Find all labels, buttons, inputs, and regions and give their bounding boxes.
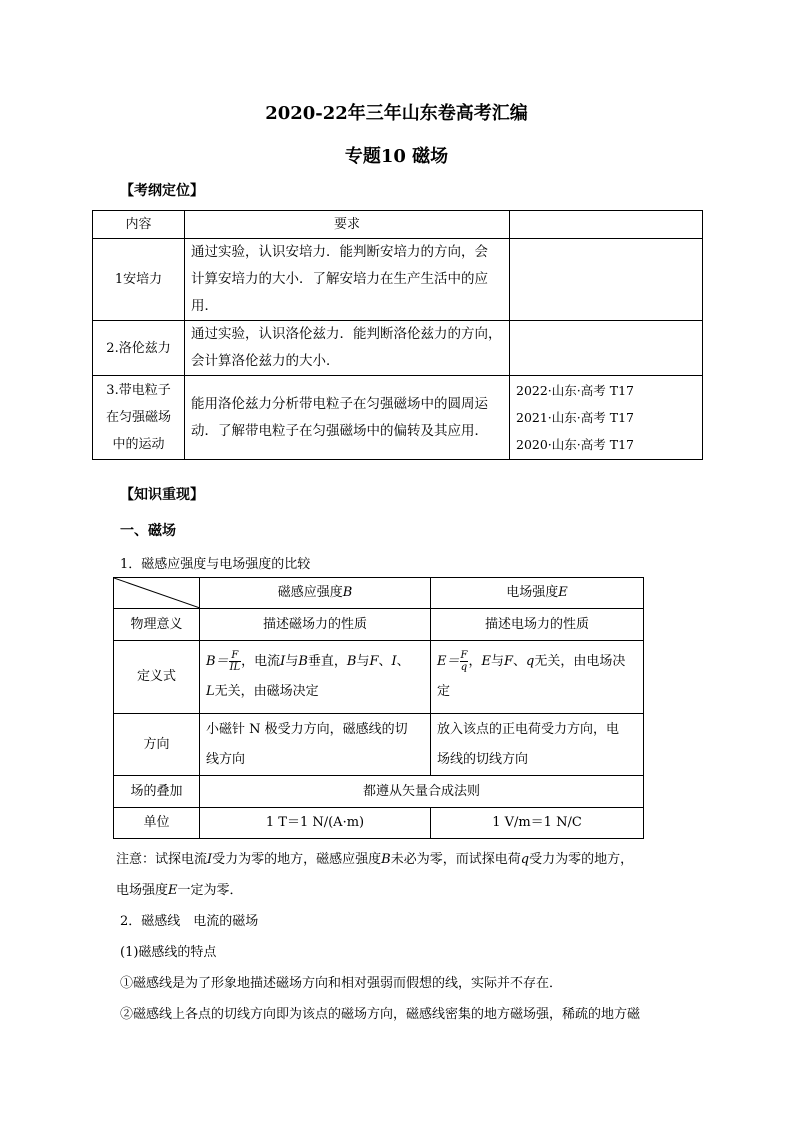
symbol: B [298, 654, 308, 669]
table-row [114, 609, 644, 641]
item-heading: 1．磁感应强度与电场强度的比较 [120, 557, 311, 572]
symbol: I [207, 852, 213, 867]
cell-b-direction [200, 714, 431, 776]
row-label: 方向 [114, 714, 200, 776]
symbol: I [280, 654, 286, 669]
header-b [200, 578, 431, 609]
cell-b-unit: 1 T＝1 N/(A·m) [200, 808, 431, 839]
cell-superposition: 都遵从矢量合成法则 [200, 776, 644, 808]
knowledge-heading: 【知识重现】 [120, 487, 204, 503]
content-line: 中的运动 [112, 437, 165, 452]
symbol: I [391, 654, 397, 669]
table-row [114, 808, 644, 839]
row-content: 2.洛伦兹力 [93, 321, 185, 376]
row-label: 物理意义 [114, 609, 200, 641]
header-content: 内容 [93, 211, 185, 239]
symbol: F [369, 654, 379, 669]
row-label: 场的叠加 [114, 776, 200, 808]
table-row [93, 376, 703, 460]
formula-lhs: E＝ [437, 654, 460, 669]
symbol: q [526, 654, 535, 669]
document-subtitle: 专题10 磁场 [344, 146, 449, 167]
cell-e: 描述电场力的性质 [431, 609, 644, 641]
symbol: q [520, 852, 530, 867]
header-b-label: 磁感应强度 [277, 585, 343, 600]
sub-heading: (1)磁感线的特点 [120, 945, 217, 960]
text: 无关，由电场决 [534, 654, 626, 669]
cell-e-direction [431, 714, 644, 776]
text: 垂直， [307, 654, 347, 669]
header-b-symbol: B [342, 585, 353, 600]
exam-ref: 2022·山东·高考 T17 [516, 383, 634, 398]
text: 未必为零，而试探电荷 [390, 852, 521, 867]
outline-heading: 【考纲定位】 [120, 183, 204, 199]
exam-ref: 2021·山东·高考 T17 [516, 410, 634, 425]
table-row [114, 641, 644, 714]
def-line: 定 [437, 684, 451, 699]
document-title: 2020-22年三年山东卷高考汇编 [265, 103, 528, 124]
outline-table [92, 210, 703, 460]
dir-line: 小磁针 N 极受力方向，磁感线的切 [206, 721, 408, 737]
note-line-2 [116, 879, 243, 898]
text: 注意：试探电流 [116, 852, 208, 867]
denominator: q [460, 662, 468, 673]
exam-ref: 2020·山东·高考 T17 [516, 437, 634, 452]
req-line: 通过实验，认识安培力．能判断安培力的方向，会 [191, 244, 488, 260]
symbol: F [503, 654, 514, 669]
req-line: 计算安培力的大小．了解安培力在生产生活中的应 [191, 271, 488, 287]
symbol: B [381, 852, 391, 867]
text: 受力为零的地方，磁感应强度 [212, 852, 382, 867]
req-line: 会计算洛伦兹力的大小． [191, 353, 340, 369]
note-line-1 [116, 848, 633, 867]
text: 、 [378, 654, 392, 669]
text: 与 [490, 654, 504, 669]
header-e-symbol: E [558, 585, 568, 600]
numerator: F [460, 650, 468, 661]
row-requirement [185, 239, 510, 321]
formula-lhs: B＝ [206, 654, 229, 669]
table-row [114, 578, 644, 609]
item-heading: 2．磁感线 电流的磁场 [120, 914, 259, 929]
row-requirement [185, 376, 510, 460]
def-line [206, 647, 424, 677]
dir-line: 场线的切线方向 [437, 751, 529, 767]
row-refs [510, 376, 703, 460]
row-ref-empty [510, 321, 703, 376]
text: 电场强度 [116, 883, 169, 898]
diagonal-line [114, 578, 200, 608]
content-line: 在匀强磁场 [105, 410, 171, 425]
table-row [93, 321, 703, 376]
table-row [93, 239, 703, 321]
cell-b: 描述磁场力的性质 [200, 609, 431, 641]
header-empty [510, 211, 703, 239]
def-line [206, 677, 424, 707]
point-line: ②磁感线上各点的切线方向即为该点的磁场方向，磁感线密集的地方磁场强，稀疏的地方磁 [120, 1007, 641, 1022]
text: 、 [396, 654, 410, 669]
content-line: 3.带电粒子 [106, 383, 171, 398]
header-e-label: 电场强度 [506, 585, 559, 600]
cell-b-definition [200, 641, 431, 714]
text: 无关，由磁场决定 [214, 684, 319, 699]
req-line: 通过实验，认识洛伦兹力．能判断洛伦兹力的方向， [191, 326, 502, 342]
text: 与 [356, 654, 370, 669]
header-requirement: 要求 [185, 211, 510, 239]
dir-line: 线方向 [206, 751, 246, 767]
text: ， [468, 654, 482, 669]
symbol: B [346, 654, 357, 669]
row-requirement [185, 321, 510, 376]
req-line: 动．了解带电粒子在匀强磁场中的偏转及其应用． [191, 422, 488, 439]
table-row [114, 776, 644, 808]
row-content: 1安培力 [93, 239, 185, 321]
symbol: E [168, 883, 178, 898]
text: 一定为零． [177, 883, 243, 898]
cell-e-definition [431, 641, 644, 714]
row-label: 定义式 [114, 641, 200, 714]
def-line [437, 647, 637, 677]
text: 受力为零的地方， [529, 852, 634, 867]
row-content [93, 376, 185, 460]
numerator: F [229, 650, 242, 662]
text: ，电流 [241, 654, 281, 669]
symbol: E [481, 654, 491, 669]
row-label: 单位 [114, 808, 200, 839]
diagonal-header-cell [114, 578, 200, 609]
header-e [431, 578, 644, 609]
denominator: IL [229, 662, 241, 673]
symbol: L [206, 684, 215, 699]
dir-line: 放入该点的正电荷受力方向，电 [437, 721, 620, 737]
text: 与 [285, 654, 299, 669]
cell-e-unit: 1 V/m＝1 N/C [431, 808, 644, 839]
text: 、 [513, 654, 527, 669]
section-heading: 一、磁场 [120, 523, 176, 539]
req-line: 用． [191, 298, 218, 314]
comparison-table [113, 577, 644, 839]
req-line: 能用洛伦兹力分析带电粒子在匀强磁场中的圆周运 [191, 395, 488, 412]
fraction [229, 650, 242, 673]
table-row [114, 714, 644, 776]
point-line: ①磁感线是为了形象地描述磁场方向和相对强弱而假想的线，实际并不存在． [120, 976, 563, 991]
table-row [93, 211, 703, 239]
row-ref-empty [510, 239, 703, 321]
